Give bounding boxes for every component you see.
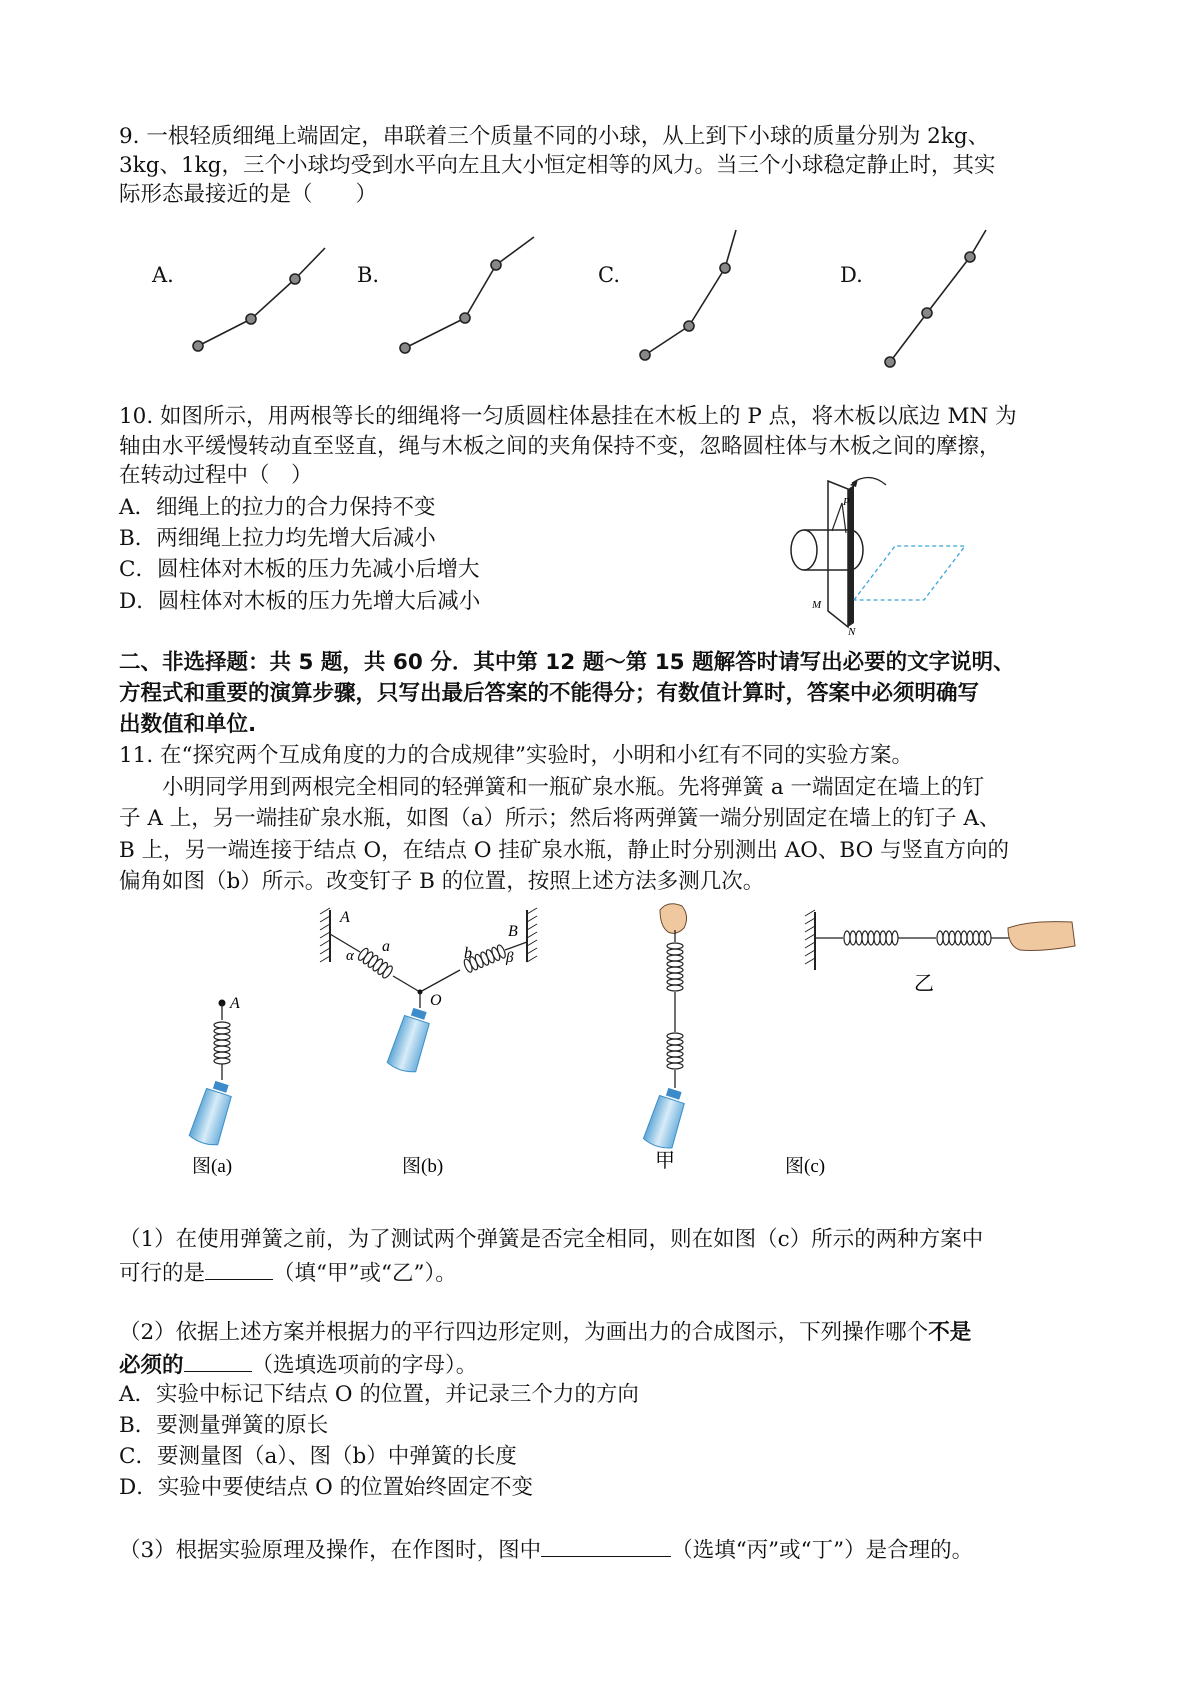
q11-sub2-answer-blank[interactable]	[184, 1349, 252, 1372]
q9-option-d: D.	[840, 263, 863, 287]
q11-sub3-line	[119, 1534, 973, 1566]
q11-label-alpha: α	[346, 948, 354, 964]
q11-sub1-prefix: 可行的是	[119, 1261, 206, 1286]
q9-line-3: 际形态最接近的是（ ）	[119, 182, 378, 207]
q9-ball-diagrams	[0, 220, 1200, 370]
q11-sub2-emphasis-2: 必须的	[119, 1353, 184, 1378]
q11-line-4: B 上，另一端连接于结点 O，在结点 O 挂矿泉水瓶，静止时分别测出 AO、BO 与竖直方向的	[119, 838, 1010, 863]
q10-line-1: 10. 如图所示，用两根等长的细绳将一匀质圆柱体悬挂在木板上的 P 点，将木板以底边 MN 为	[119, 404, 1017, 429]
q9-diagram-d	[885, 230, 986, 367]
q10-board-cylinder-figure	[790, 475, 980, 635]
q11-sub1-line-2	[119, 1257, 457, 1289]
q11-sub2-line-1	[119, 1318, 971, 1348]
q11-caption-c: 图(c)	[785, 1156, 826, 1177]
q9-diagram-a	[193, 248, 325, 351]
q9-line-2: 3kg、1kg，三个小球均受到水平向左且大小恒定相等的风力。当三个小球稳定静止时，其实	[119, 153, 996, 178]
q10-line-3: 在转动过程中（ ）	[119, 463, 313, 488]
q11-sub2-line-2	[119, 1349, 477, 1381]
q11-figure-a	[188, 995, 240, 1177]
q11-sub3-answer-blank[interactable]	[541, 1534, 671, 1557]
q11-sub3-suffix: （选填“丙”或“丁”）是合理的。	[671, 1538, 974, 1563]
q9-option-a: A.	[152, 263, 174, 287]
q9-diagram-c	[640, 230, 736, 360]
q11-label-spring-a: a	[382, 938, 390, 955]
q11-sub2-option-c: C．要测量图（a）、图（b）中弹簧的长度	[119, 1444, 517, 1469]
q11-figure-b	[320, 908, 537, 1177]
q10-label-m: M	[812, 599, 822, 611]
q9-option-b: B.	[357, 263, 380, 287]
q11-label-a-nail: A	[230, 995, 240, 1012]
q11-label-b-nail-a: A	[340, 909, 350, 926]
q11-label-yi: 乙	[914, 973, 934, 995]
q11-figure-c-jia	[643, 904, 690, 1172]
q11-caption-a: 图(a)	[192, 1156, 233, 1177]
q10-line-2: 轴由水平缓慢转动直至竖直，绳与木板之间的夹角保持不变，忽略圆柱体与木板之间的摩擦，	[119, 434, 1001, 459]
q11-sub2-emphasis-1: 不是	[928, 1320, 972, 1345]
q10-option-c: C．圆柱体对木板的压力先减小后增大	[119, 557, 480, 582]
q11-sub1-answer-blank[interactable]	[205, 1257, 273, 1280]
q11-label-b-nail-b: B	[508, 923, 518, 940]
q10-option-b: B．两细绳上拉力均先增大后减小	[119, 526, 436, 551]
q11-sub2-option-b: B．要测量弹簧的原长	[119, 1413, 329, 1438]
q11-label-o: O	[430, 992, 442, 1009]
q11-sub2-prefix: （2）依据上述方案并根据力的平行四边形定则，为画出力的合成图示，下列操作哪个	[119, 1320, 929, 1345]
q9-diagram-b	[400, 237, 534, 353]
q9-option-c: C.	[598, 263, 620, 287]
q11-line-5: 偏角如图（b）所示。改变钉子 B 的位置，按照上述方法多测几次。	[119, 869, 765, 894]
section2-line-3: 出数值和单位.	[119, 712, 257, 737]
q11-sub2-suffix: （选填选项前的字母）。	[251, 1353, 478, 1378]
q10-label-n: N	[848, 626, 856, 635]
q11-line-2: 小明同学用到两根完全相同的轻弹簧和一瓶矿泉水瓶。先将弹簧 a 一端固定在墙上的钉	[119, 775, 984, 800]
q11-sub1-suffix: （填“甲”或“乙”）。	[273, 1261, 457, 1286]
q11-line-3: 子 A 上，另一端挂矿泉水瓶，如图（a）所示；然后将两弹簧一端分别固定在墙上的钉子 A、	[119, 806, 1001, 831]
q11-label-beta: β	[506, 950, 514, 966]
q10-option-a: A．细绳上的拉力的合力保持不变	[119, 495, 436, 520]
q11-figure-c-yi	[785, 910, 1075, 1177]
q11-sub2-option-a: A．实验中标记下结点 O 的位置，并记录三个力的方向	[119, 1382, 639, 1407]
q11-sub2-option-d: D．实验中要使结点 O 的位置始终固定不变	[119, 1475, 534, 1500]
q9-line-1: 9. 一根轻质细绳上端固定，串联着三个质量不同的小球，从上到下小球的质量分别为 2kg、	[119, 124, 990, 149]
q11-sub1-line-1: （1）在使用弹簧之前，为了测试两个弹簧是否完全相同，则在如图（c）所示的两种方案中	[119, 1227, 984, 1252]
q10-option-d: D．圆柱体对木板的压力先增大后减小	[119, 589, 481, 614]
q11-caption-b: 图(b)	[402, 1156, 444, 1177]
section2-line-1: 二、非选择题：共 5 题，共 60 分．其中第 12 题～第 15 题解答时请写出必要的文字说明、	[119, 650, 1015, 675]
q10-label-p: P	[843, 496, 850, 508]
q11-label-spring-b: b	[464, 945, 472, 962]
q11-spring-figures	[0, 900, 1200, 1190]
q11-sub3-prefix: （3）根据实验原理及操作，在作图时，图中	[119, 1538, 542, 1563]
q11-label-jia: 甲	[655, 1150, 675, 1172]
section2-line-2: 方程式和重要的演算步骤，只写出最后答案的不能得分；有数值计算时，答案中必须明确写	[119, 681, 980, 706]
q11-line-1: 11. 在“探究两个互成角度的力的合成规律”实验时，小明和小红有不同的实验方案。	[119, 743, 914, 768]
